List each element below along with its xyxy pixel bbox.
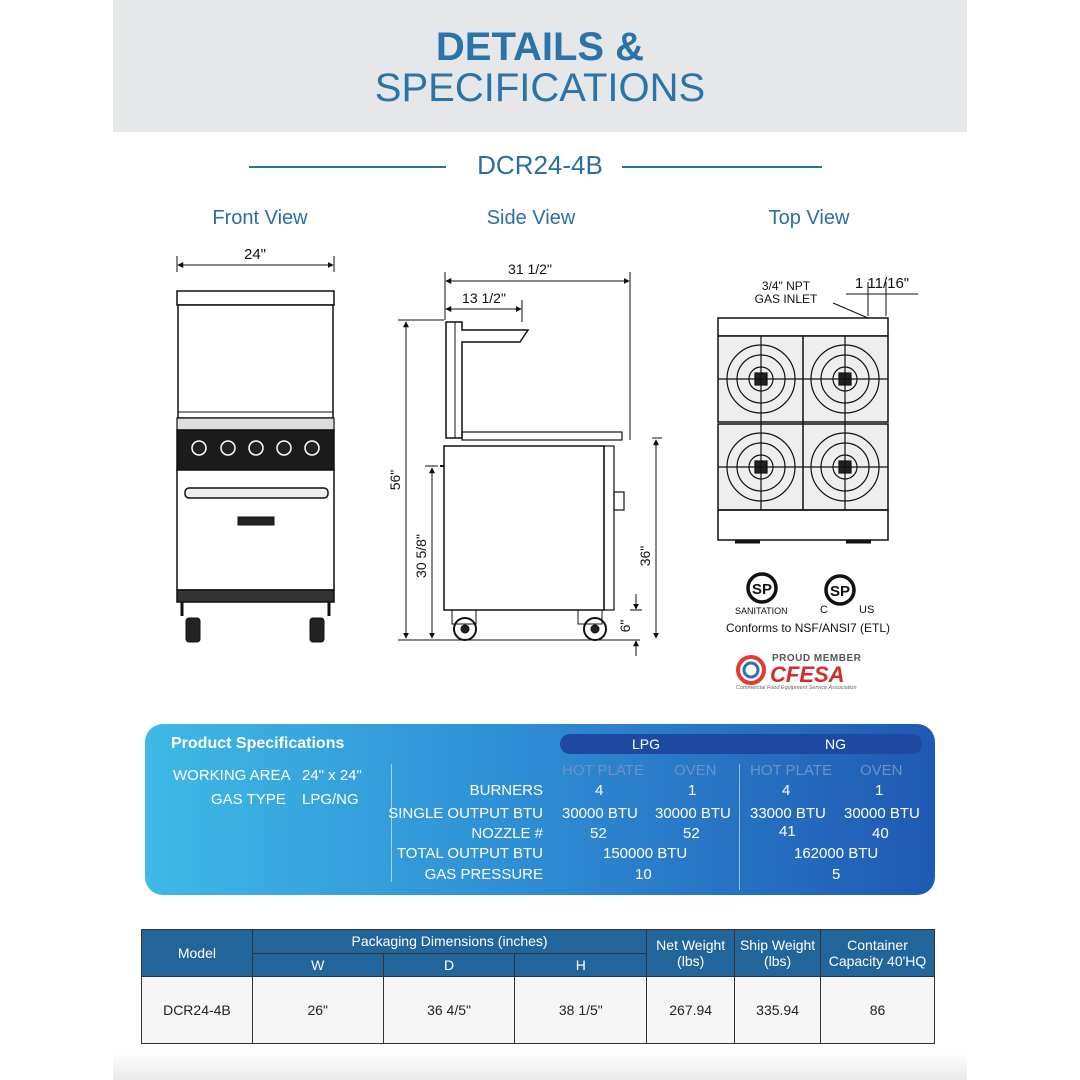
spec-title: Product Specifications	[171, 735, 345, 752]
side-counter-dim: 36"	[637, 545, 653, 567]
cell-ship-weight: 335.94	[735, 977, 821, 1044]
ng-hot-plate-header: HOT PLATE	[750, 762, 832, 779]
single-output-label: SINGLE OUTPUT BTU	[388, 805, 543, 822]
burners-label: BURNERS	[469, 782, 543, 799]
working-area-label: WORKING AREA	[173, 767, 291, 784]
cert-c-label: C	[820, 604, 828, 616]
gas-inlet-line1: 3/4" NPT	[761, 279, 811, 293]
nozzle-ng-hp: 41	[779, 823, 796, 840]
nozzle-label: NOZZLE #	[471, 825, 543, 842]
gas-pressure-lpg: 10	[635, 866, 652, 883]
side-depth-dim: 31 1/2"	[508, 261, 552, 277]
cell-d: 36 4/5"	[383, 977, 515, 1044]
cell-w: 26"	[252, 977, 383, 1044]
svg-text:SP: SP	[829, 583, 851, 600]
top-view-title: Top View	[768, 207, 850, 229]
cfesa-badge	[736, 653, 896, 693]
lpg-header: LPG	[632, 736, 661, 752]
front-view-drawing	[177, 246, 334, 642]
header-title-line1: DETAILS &	[435, 25, 645, 69]
side-view-title: Side View	[486, 207, 576, 229]
col-d-header: D	[383, 953, 515, 977]
col-net-weight-header: Net Weight (lbs)	[647, 930, 735, 977]
col-container-header: Container Capacity 40'HQ	[821, 930, 935, 977]
cell-container: 86	[821, 977, 935, 1044]
working-area-value: 24" x 24"	[302, 767, 362, 784]
nozzle-lpg-ov: 52	[683, 825, 700, 842]
col-ship-weight-header: Ship Weight (lbs)	[735, 930, 821, 977]
side-view-drawing	[387, 261, 662, 656]
cell-h: 38 1/5"	[515, 977, 647, 1044]
packaging-table	[141, 929, 935, 1044]
side-height-dim: 56"	[387, 469, 403, 491]
svg-text:SP: SP	[751, 581, 773, 598]
conformance-text: Conforms to NSF/ANSI7 (ETL)	[726, 621, 891, 635]
gas-pressure-label: GAS PRESSURE	[424, 866, 543, 883]
gas-type-value: LPG/NG	[302, 791, 359, 808]
side-leg-dim: 6"	[617, 619, 633, 633]
col-model-header: Model	[142, 930, 253, 977]
col-dims-header: Packaging Dimensions (inches)	[252, 930, 646, 954]
col-w-header: W	[252, 953, 383, 977]
product-specifications-panel	[145, 724, 935, 895]
top-view-drawing	[718, 275, 918, 542]
gas-pressure-ng: 5	[832, 866, 841, 883]
nozzle-lpg-hp: 52	[590, 825, 607, 842]
single-output-ng-hp: 33000 BTU	[750, 805, 826, 822]
csa-c-us-mark	[826, 576, 854, 604]
cfesa-name: CFESA	[770, 662, 845, 687]
total-output-label: TOTAL OUTPUT BTU	[396, 845, 543, 862]
col-h-header: H	[515, 953, 647, 977]
csa-sanitation-mark	[748, 574, 776, 602]
single-output-lpg-ov: 30000 BTU	[655, 805, 731, 822]
side-shelf-dim: 13 1/2"	[462, 290, 506, 306]
side-body-dim: 30 5/8"	[413, 534, 429, 578]
total-output-lpg: 150000 BTU	[603, 845, 688, 862]
front-view-title: Front View	[212, 207, 308, 229]
fuel-header-bar	[560, 734, 922, 754]
ng-header: NG	[825, 736, 846, 752]
single-output-ng-ov: 30000 BTU	[844, 805, 920, 822]
cell-net-weight: 267.94	[647, 977, 735, 1044]
single-output-lpg-hp: 30000 BTU	[562, 805, 638, 822]
burners-ng-hp: 4	[782, 782, 791, 799]
spec-divider-left	[391, 764, 392, 882]
lpg-oven-header: OVEN	[674, 762, 717, 779]
ng-oven-header: OVEN	[860, 762, 903, 779]
nozzle-ng-ov: 40	[872, 825, 889, 842]
gas-type-label: GAS TYPE	[211, 791, 286, 808]
gas-inlet-offset-dim: 1 11/16"	[854, 275, 910, 292]
table-row	[142, 977, 935, 1044]
spec-divider-mid	[739, 764, 740, 890]
model-title: DCR24-4B	[477, 150, 603, 180]
sanitation-label: SANITATION	[735, 606, 788, 616]
footer-bar	[113, 1053, 967, 1080]
cfesa-proud-member: PROUD MEMBER	[772, 653, 862, 664]
total-output-ng: 162000 BTU	[794, 845, 879, 862]
burners-ng-ov: 1	[875, 782, 884, 799]
cell-model: DCR24-4B	[142, 977, 253, 1044]
cert-us-label: US	[859, 604, 875, 616]
burners-lpg-hp: 4	[595, 782, 604, 799]
header-title-line2: SPECIFICATIONS	[374, 66, 706, 110]
cfesa-subtitle: Commercial Food Equipment Service Association	[736, 685, 857, 691]
burners-lpg-ov: 1	[688, 782, 697, 799]
gas-inlet-line2: GAS INLET	[754, 292, 818, 306]
front-width-dim: 24"	[243, 246, 267, 263]
lpg-hot-plate-header: HOT PLATE	[562, 762, 644, 779]
